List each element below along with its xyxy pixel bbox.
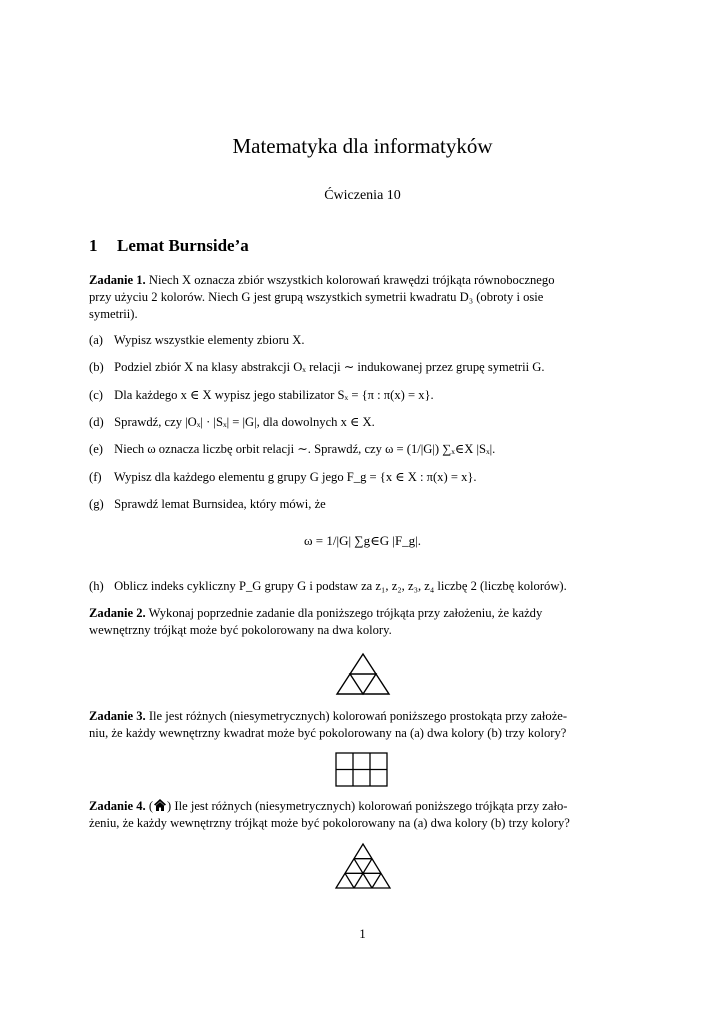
item-label: (g) [89,497,104,511]
paren-close: ) [167,799,172,813]
task1-item-h [89,578,639,595]
task4-line2: żeniu, że każdy wewnętrzny trójkąt może być pokolorowany na (a) dwa kolory (b) trzy kolory? [89,816,570,831]
task1-label: Zadanie 1. [89,273,146,287]
task1-line1 [89,272,639,289]
item-label: (b) [89,360,104,374]
item-text: Sprawdź, czy |Oₓ| · |Sₓ| = |G|, dla dowolnych x ∈ X. [114,415,375,429]
document-subtitle: Ćwiczenia 10 [324,188,401,203]
item-text: Dla każdego x ∈ X wypisz jego stabilizator Sₓ = {π : π(x) = x}. [114,388,434,402]
task1-line1-text: Niech X oznacza zbiór wszystkich kolorowań krawędzi trójkąta równobocznego [148,273,555,287]
task1-item-g [89,496,639,513]
page-number: 1 [359,926,366,941]
item-label: (e) [89,442,103,456]
triangle-figure-4-cells [334,652,392,696]
task2-statement [89,605,639,639]
rectangle-grid-figure [335,752,389,788]
task4-label: Zadanie 4. [89,799,146,813]
item-label: (d) [89,415,104,429]
task1-line3: symetrii). [89,307,138,322]
task3-statement [89,708,639,742]
task2-line1-text: Wykonaj poprzednie zadanie dla poniższego trójkąta przy założeniu, że każdy [148,606,543,620]
home-icon [153,798,167,812]
task1-item-b [89,359,639,376]
item-label: (h) [89,579,104,593]
item-label: (f) [89,470,102,484]
section-number: 1 [89,236,98,255]
item-text: Sprawdź lemat Burnsidea, który mówi, że [114,497,326,511]
task2-line2: wewnętrzny trójkąt może być pokolorowany na dwa kolory. [89,623,392,638]
item-label: (c) [89,388,103,402]
task4-line1-text: Ile jest różnych (niesymetrycznych) kolorowań poniższego trójkąta przy zało- [174,799,568,813]
task1-item-f [89,469,639,486]
task1-statement [89,272,639,323]
paren-open: ( [148,799,154,813]
task1-item-e [89,441,639,458]
task4-statement [89,798,639,832]
task3-label: Zadanie 3. [89,709,146,723]
section-title: Lemat Burnside’a [117,236,249,255]
item-text: Podziel zbiór X na klasy abstrakcji Oₓ relacji ∼ indukowanej przez grupę symetrii G. [114,360,545,374]
task1-item-a [89,332,639,349]
task2-line1 [89,605,639,622]
item-text: Niech ω oznacza liczbę orbit relacji ∼. Sprawdź, czy ω = (1/|G|) ∑ₓ∈X |Sₓ|. [114,442,496,456]
task1-item-c [89,387,639,404]
document-title: Matematyka dla informatyków [232,134,493,158]
burnside-formula: ω = 1/|G| ∑g∈G |F_g|. [303,533,422,548]
task2-label: Zadanie 2. [89,606,146,620]
item-text: Oblicz indeks cykliczny P_G grupy G i podstaw za z₁, z₂, z₃, z₄ liczbę 2 (liczbę kolorów). [114,579,567,593]
section-heading [89,234,249,257]
item-text: Wypisz dla każdego elementu g grupy G jego F_g = {x ∈ X : π(x) = x}. [113,470,477,484]
task4-line1 [89,798,639,815]
task3-line2: niu, że każdy wewnętrzny kwadrat może być pokolorowany na (a) dwa kolory (b) trzy kolory? [89,726,567,741]
item-label: (a) [89,333,103,347]
item-text: Wypisz wszystkie elementy zbioru X. [113,333,305,347]
task1-line2: przy użyciu 2 kolorów. Niech G jest grupą wszystkich symetrii kwadratu D₃ (obroty i osie [89,290,544,305]
task1-item-d [89,414,639,431]
task3-line1 [89,708,639,725]
task3-line1-text: Ile jest różnych (niesymetrycznych) kolorowań poniższego prostokąta przy założe- [148,709,568,723]
triangle-figure-9-cells [334,842,392,890]
